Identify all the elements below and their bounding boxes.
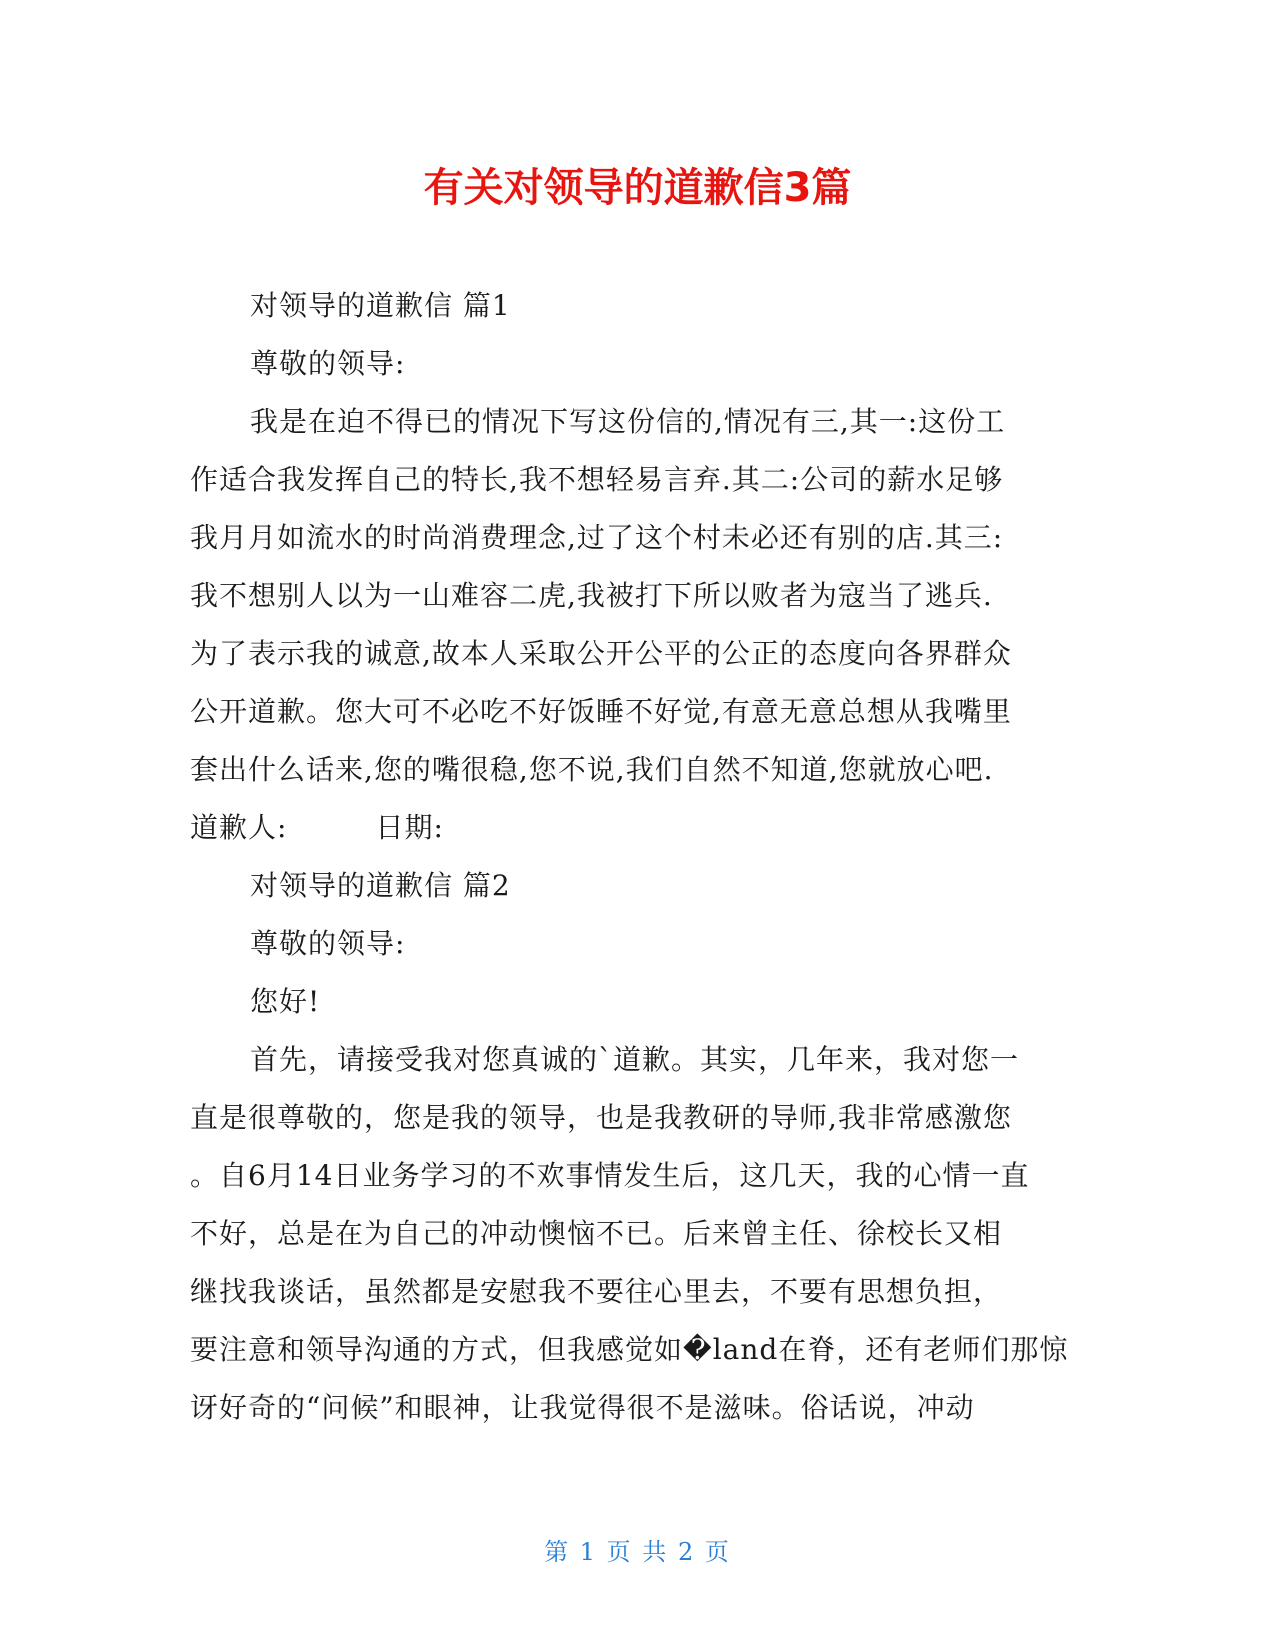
letter1-body-line: 我不想别人以为一山难容二虎,我被打下所以败者为寇当了逃兵. (190, 579, 993, 612)
date-label: 日期: (375, 811, 444, 844)
letter2-body-line: 直是很尊敬的，您是我的领导，也是我教研的导师,我非常感激您 (190, 1101, 1012, 1134)
signer-label: 道歉人: (190, 811, 288, 844)
letter2-salutation: 尊敬的领导: (250, 927, 406, 960)
letter1-body-line: 为了表示我的诚意,故本人采取公开公平的公正的态度向各界群众 (190, 637, 1012, 670)
letter2-body-line: 。自6月14日业务学习的不欢事情发生后，这几天，我的心情一直 (190, 1159, 1030, 1192)
letter1-body-line: 作适合我发挥自己的特长,我不想轻易言弃.其二:公司的薪水足够 (190, 463, 1004, 496)
letter2-body-line: 首先，请接受我对您真诚的`道歉。其实，几年来，我对您一 (250, 1043, 1020, 1076)
letter2-heading: 对领导的道歉信 篇2 (250, 869, 511, 902)
letter1-body-line: 套出什么话来,您的嘴很稳,您不说,我们自然不知道,您就放心吧. (190, 753, 994, 786)
letter1-body-line: 我月月如流水的时尚消费理念,过了这个村未必还有别的店.其三: (190, 521, 1004, 554)
letter1-body-line: 我是在迫不得已的情况下写这份信的,情况有三,其一:这份工 (250, 405, 1006, 438)
letter2-body-line: 不好，总是在为自己的冲动懊恼不已。后来曾主任、徐校长又相 (190, 1217, 1003, 1250)
letter1-heading: 对领导的道歉信 篇1 (250, 289, 511, 322)
document-title: 有关对领导的道歉信3篇 (423, 165, 852, 211)
letter1-salutation: 尊敬的领导: (250, 347, 406, 380)
letter2-body-line: 讶好奇的“问候”和眼神，让我觉得很不是滋味。俗话说，冲动 (190, 1391, 975, 1424)
page-footer: 第 1 页 共 2 页 (544, 1538, 731, 1566)
letter1-signature-line (190, 808, 444, 848)
letter2-body-line: 继找我谈话，虽然都是安慰我不要往心里去，不要有思想负担， (190, 1275, 1003, 1308)
letter2-body-line: 要注意和领导沟通的方式，但我感觉如�land在脊，还有老师们那惊 (190, 1333, 1069, 1366)
letter1-body-line: 公开道歉。您大可不必吃不好饭睡不好觉,有意无意总想从我嘴里 (190, 695, 1012, 728)
letter2-greeting: 您好! (250, 985, 321, 1018)
